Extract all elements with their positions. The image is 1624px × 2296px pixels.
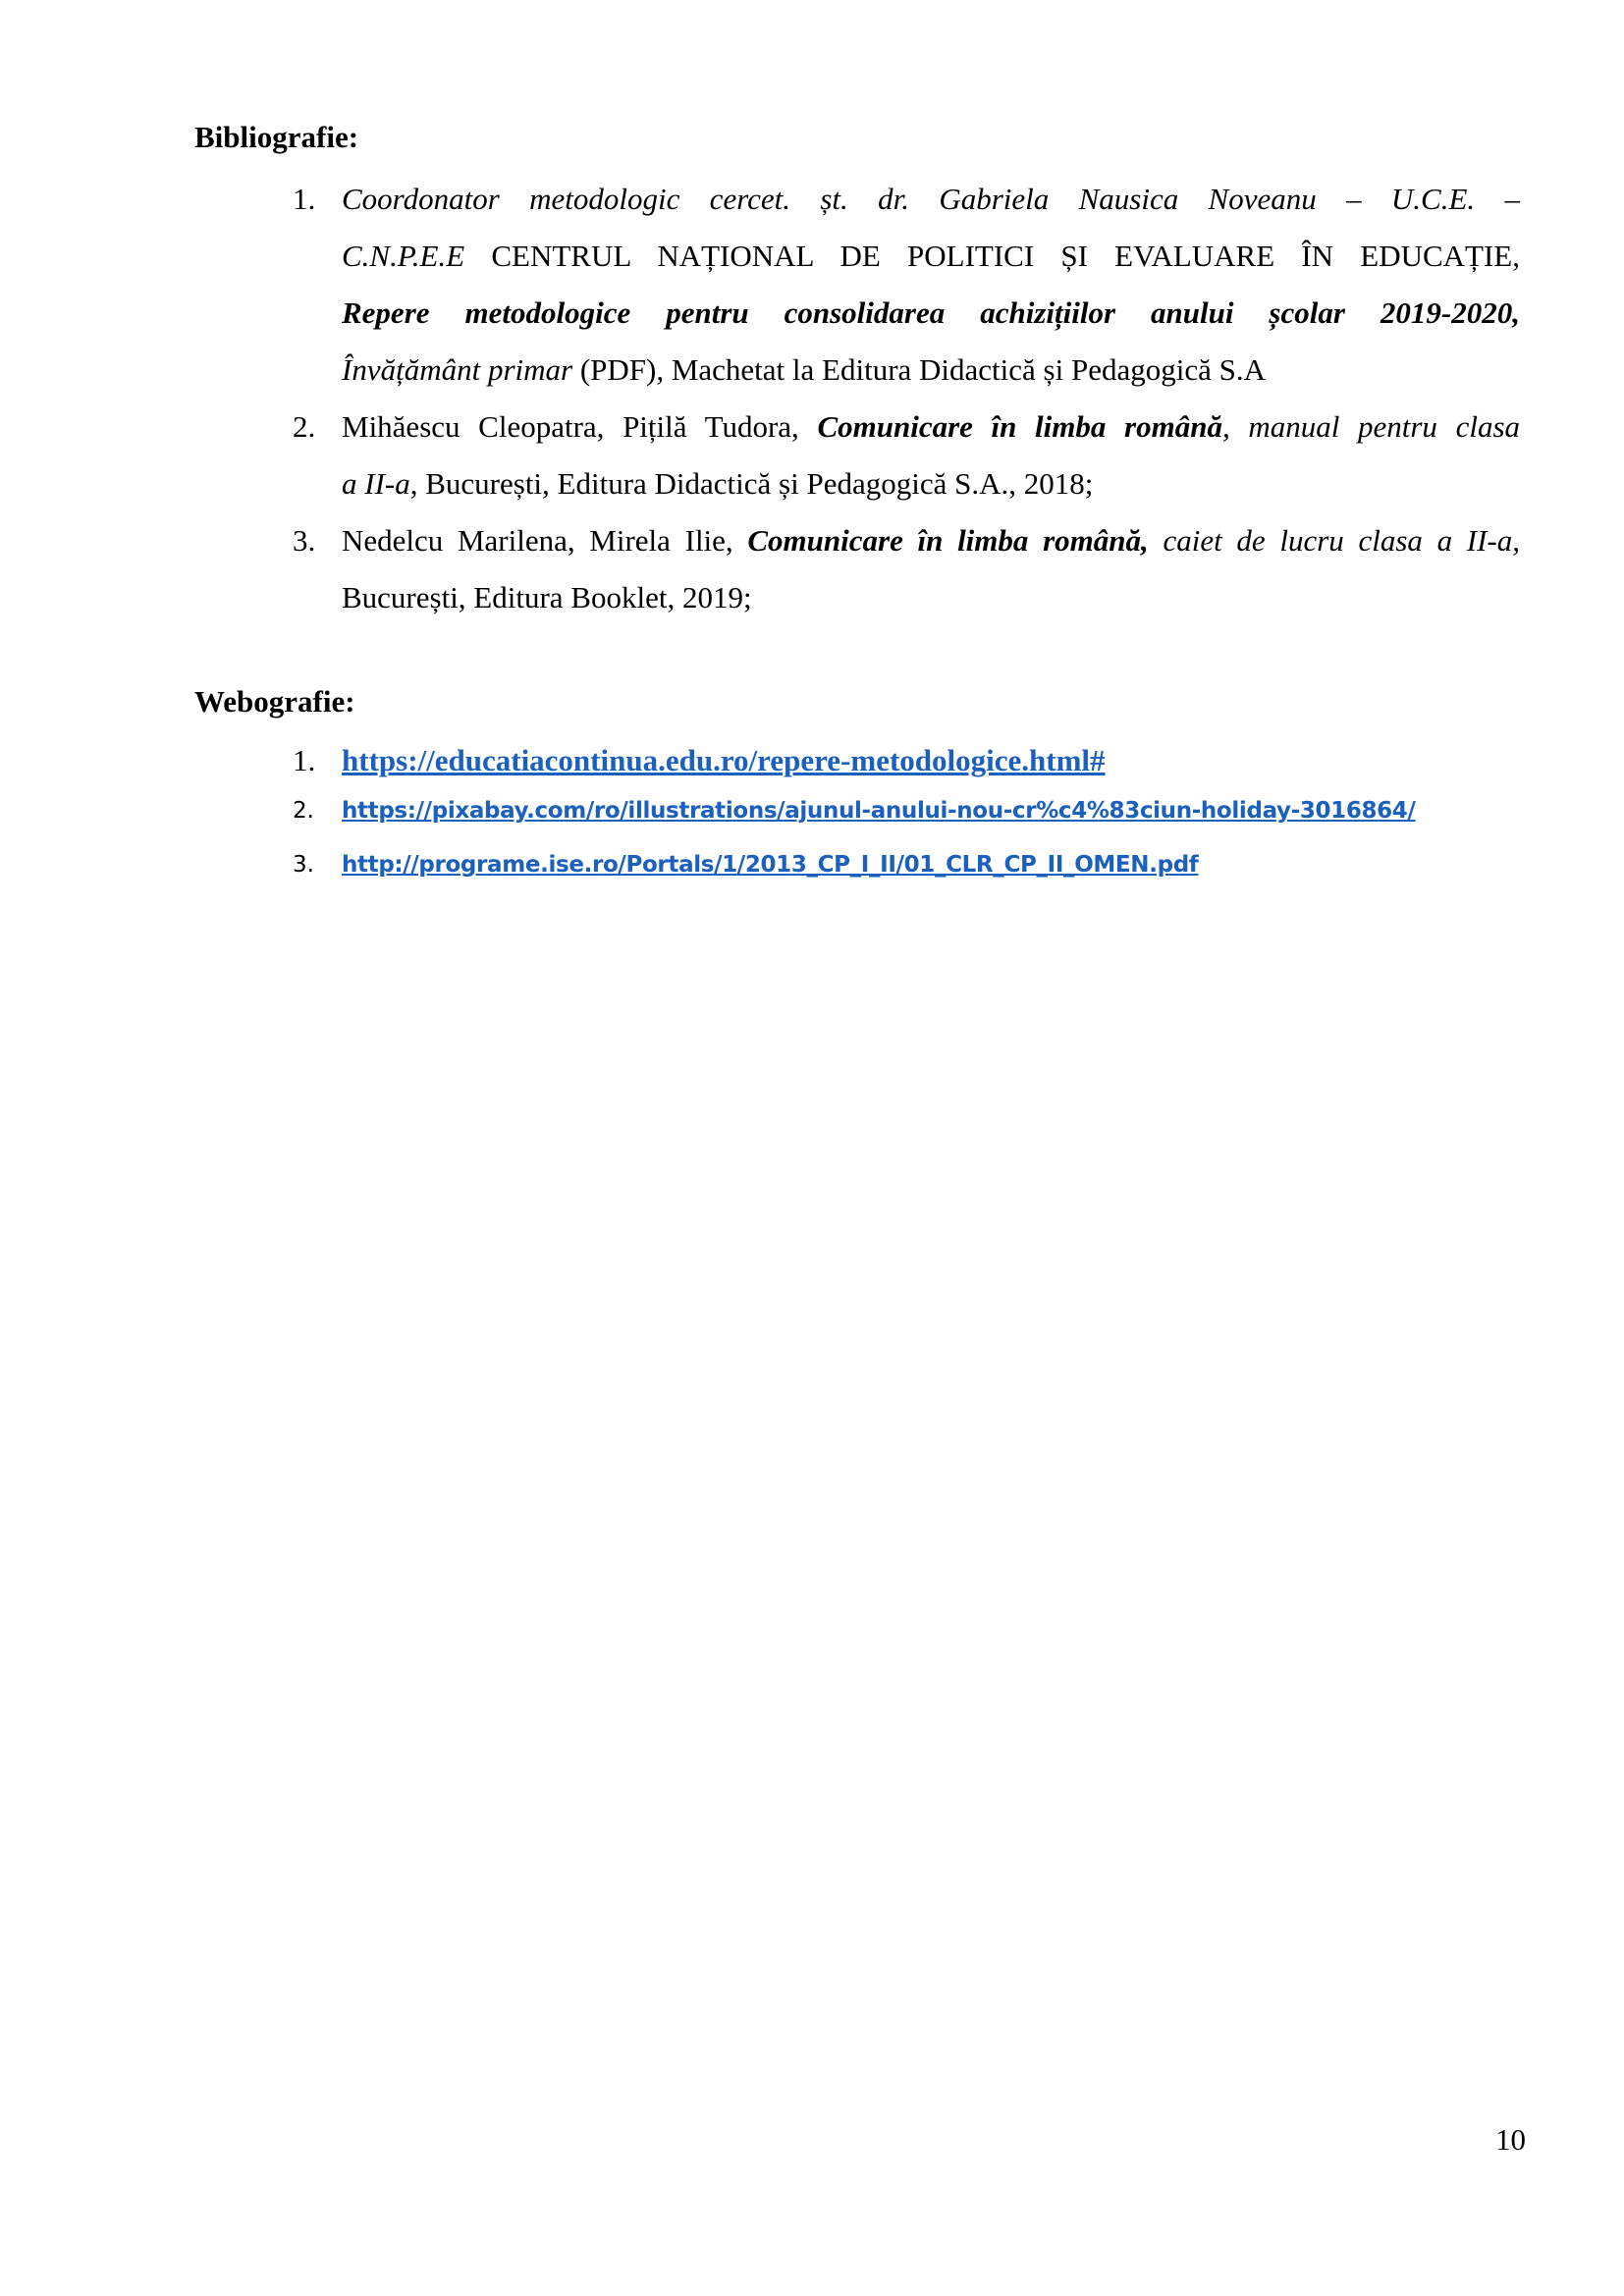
entry-publisher: , București, Editura Didactică și Pedagogică S.A., 2018; <box>409 466 1094 501</box>
page-number: 10 <box>1495 2122 1526 2157</box>
entry-description: caiet de lucru clasa a II-a, <box>1148 523 1521 558</box>
bibliography-list <box>0 171 1520 626</box>
entry-comma: , <box>656 352 665 387</box>
entry-publisher: Machetat la Editura Didactică și Pedagogică S.A <box>664 352 1266 387</box>
entry-abbreviation: C.N.P.E.E <box>342 239 465 273</box>
entry-authors: Nedelcu Marilena, Mirela Ilie, <box>342 523 748 558</box>
bibliography-entry <box>342 399 1520 512</box>
entry-line: Coordonator metodologic cercet. șt. dr. Gabriela Nausica Noveanu – U.C.E. – <box>342 182 1520 216</box>
bibliography-item-1 <box>0 171 1520 399</box>
bibliography-entry <box>342 512 1520 626</box>
entry-institution: CENTRUL NAȚIONAL DE POLITICI ȘI EVALUARE ÎN EDUCAȚIE, <box>464 239 1520 273</box>
webography-heading: Webografie: <box>194 684 355 719</box>
bibliography-item-2 <box>0 399 1520 512</box>
entry-subtitle: Învățământ primar <box>342 352 573 387</box>
entry-title: Comunicare în limba română, <box>747 523 1149 558</box>
entry-publisher: București, Editura Booklet, 2019; <box>342 580 752 614</box>
bibliography-item-3 <box>0 512 1520 626</box>
entry-line <box>342 228 1520 285</box>
webography-link[interactable]: https://educatiacontinua.edu.ro/repere-metodologice.html# <box>342 743 1106 777</box>
entry-line <box>342 342 1520 399</box>
bibliography-entry <box>342 171 1520 399</box>
entry-title: Repere metodologice pentru consolidarea achizițiilor anului școlar 2019-2020, <box>342 295 1520 330</box>
entry-format: (PDF) <box>572 352 657 387</box>
list-number: 1. <box>293 182 316 216</box>
entry-line <box>342 512 1520 569</box>
entry-title: Comunicare în limba română <box>817 409 1222 444</box>
list-number: 1. <box>293 743 316 777</box>
webography-link[interactable]: https://pixabay.com/ro/illustrations/ajunul-anului-nou-cr%c4%83ciun-holiday-3016864/ <box>342 798 1416 824</box>
entry-line <box>342 399 1520 455</box>
list-number: 3. <box>293 523 316 558</box>
entry-authors: Mihăescu Cleopatra, Pițilă Tudora, <box>342 409 818 444</box>
list-number: 2. <box>293 798 314 824</box>
list-number: 3. <box>293 852 314 878</box>
list-number: 2. <box>293 409 316 444</box>
entry-line <box>342 455 1520 512</box>
entry-description: , manual pentru clasa <box>1221 409 1521 444</box>
bibliography-heading: Bibliografie: <box>194 120 359 154</box>
webography-link[interactable]: http://programe.ise.ro/Portals/1/2013_CP_I_II/01_CLR_CP_II_OMEN.pdf <box>342 852 1199 878</box>
entry-class: a II-a <box>342 466 410 501</box>
